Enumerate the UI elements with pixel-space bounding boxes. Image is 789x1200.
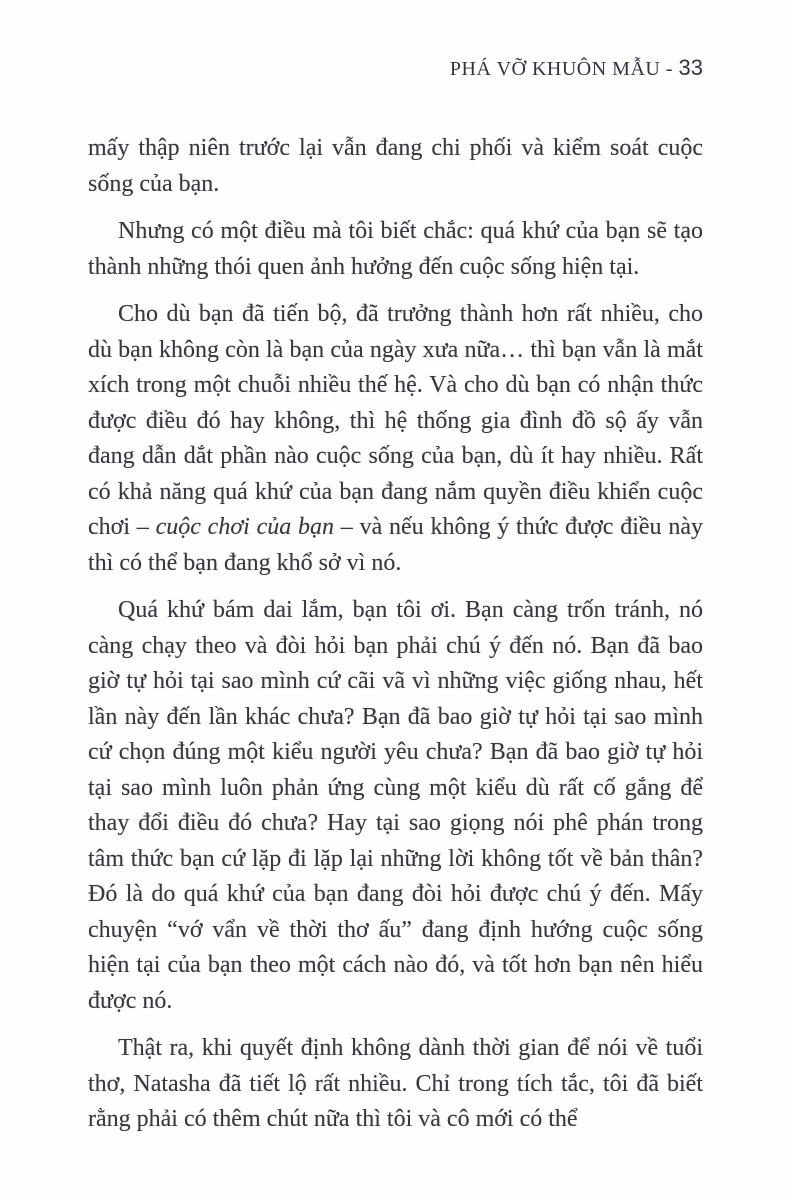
body-paragraph-5: Thật ra, khi quyết định không dành thời gian để nói về tuổi thơ, Natasha đã tiết lộ rất nhiều. Chỉ trong tích tắc, tôi đã biết rằng phải có thêm chút nữa thì tôi và cô mới có thể bbox=[88, 1035, 703, 1132]
body-paragraph-2: Nhưng có một điều mà tôi biết chắc: quá khứ của bạn sẽ tạo thành những thói quen ảnh hưởng đến cuộc sống hiện tại. bbox=[88, 218, 703, 280]
running-header bbox=[88, 56, 703, 81]
page-body bbox=[88, 131, 703, 1138]
book-title: PHÁ VỠ KHUÔN MẪU bbox=[449, 58, 661, 80]
paragraph-3-pre-italic-text: Cho dù bạn đã tiến bộ, đã trưởng thành hơn rất nhiều, cho dù bạn không còn là bạn của ngày xưa nữa… thì bạn vẫn là mắt xích trong một chuỗi nhiều thế hệ. Và cho dù bạn có nhận thức được điều đó hay không, thì hệ thống gia đình đồ sộ ấy vẫn đang dẫn dắt phần nào cuộc sống của bạn, dù ít hay nhiều. Rất có khả năng quá khứ của bạn đang nắm quyền điều khiển cuộc chơi – bbox=[88, 301, 703, 540]
paragraph-3-italic-phrase: cuộc chơi của bạn bbox=[155, 514, 335, 540]
page-number: 33 bbox=[678, 55, 703, 80]
body-paragraph-4: Quá khứ bám dai lắm, bạn tôi ơi. Bạn càng trốn tránh, nó càng chạy theo và đòi hỏi bạn phải chú ý đến nó. Bạn đã bao giờ tự hỏi tại sao mình cứ cãi vã vì những việc giống nhau, hết lần này đến lần khác chưa? Bạn đã bao giờ tự hỏi tại sao mình cứ chọn đúng một kiểu người yêu chưa? Bạn đã bao giờ tự hỏi tại sao mình luôn phản ứng cùng một kiểu dù rất cố gắng để thay đổi điều đó chưa? Hay tại sao giọng nói phê phán trong tâm thức bạn cứ lặp đi lặp lại những lời không tốt về bản thân? Đó là do quá khứ của bạn đang đòi hỏi được chú ý đến. Mấy chuyện “vớ vẩn về thời thơ ấu” đang định hướng cuộc sống hiện tại của bạn theo một cách nào đó, và tốt hơn bạn nên hiểu được nó. bbox=[88, 597, 703, 1014]
body-paragraph-1: mấy thập niên trước lại vẫn đang chi phối và kiểm soát cuộc sống của bạn. bbox=[88, 135, 703, 197]
header-separator: - bbox=[660, 58, 679, 80]
paragraph-3-post-italic-text: – và nếu không ý thức được điều này thì có thể bạn đang khổ sở vì nó. bbox=[88, 514, 703, 576]
body-paragraph-3 bbox=[88, 297, 703, 581]
